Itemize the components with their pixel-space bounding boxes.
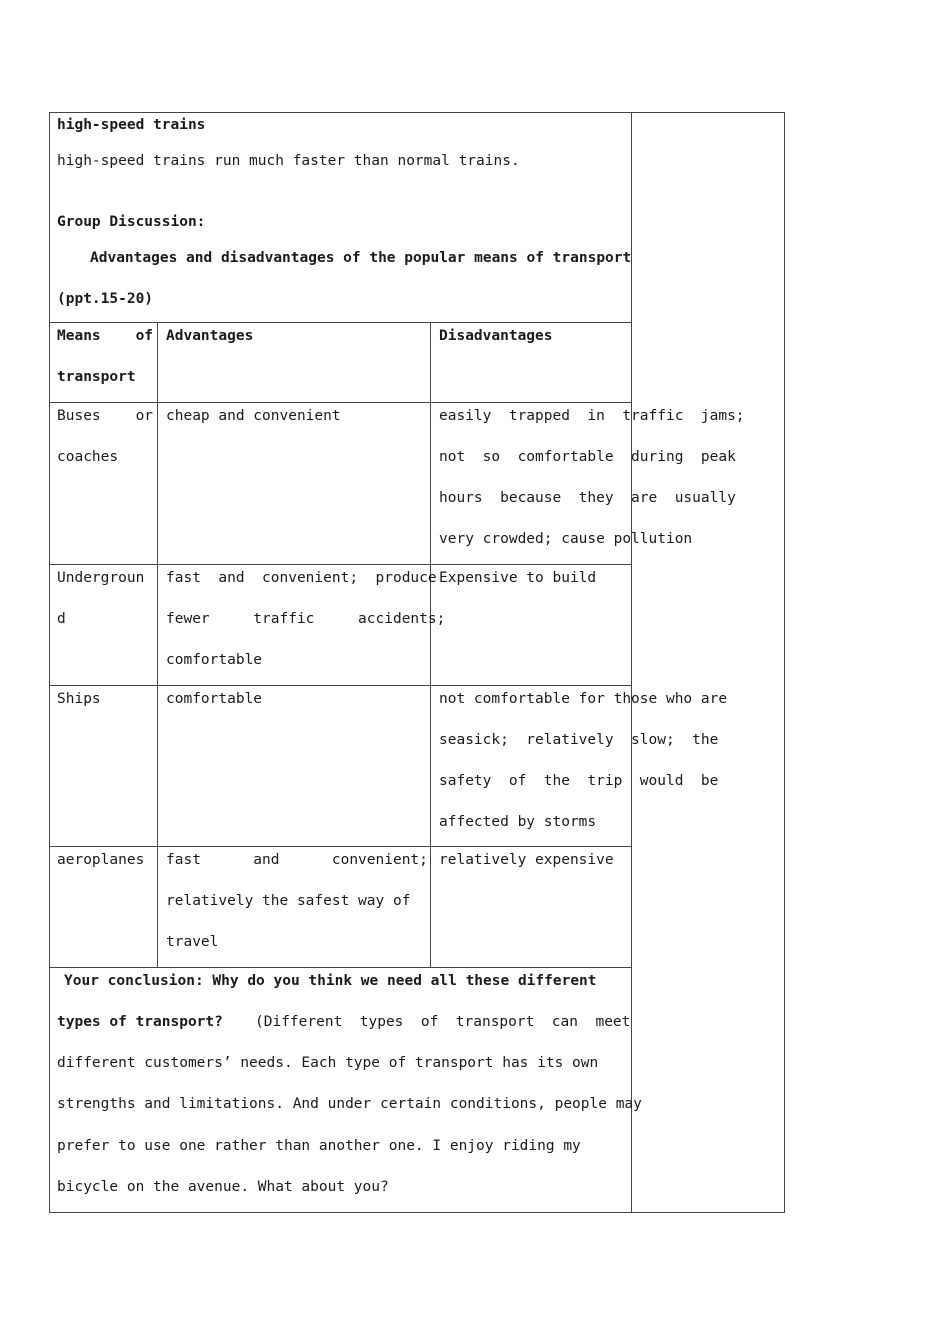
conclusion-question-line2: types of transport? (57, 1014, 223, 1030)
intro-sentence: high-speed trains run much faster than normal trains. (57, 153, 520, 169)
conclusion-text-line3: strengths and limitations. And under certain conditions, people may (57, 1096, 642, 1112)
conclusion-text-line1: (Different types of transport can meet (255, 1014, 631, 1030)
header-means-line2: transport (57, 369, 136, 385)
header-advantages: Advantages (166, 328, 254, 344)
row-underground-adv-line2: fewer traffic accidents; (166, 611, 446, 627)
row-underground-adv-line1: fast and convenient; produce (166, 570, 437, 586)
row-ships-name: Ships (57, 691, 101, 707)
conclusion-text-line4: prefer to use one rather than another one. I enjoy riding my (57, 1138, 581, 1154)
col2-divider (430, 322, 431, 967)
row-ships-advantages: comfortable (166, 691, 263, 707)
discussion-title: Group Discussion: (57, 214, 206, 230)
intro-heading: high-speed trains (57, 117, 206, 133)
conclusion-text-line2: different customers’ needs. Each type of transport has its own (57, 1055, 599, 1071)
row-buses-advantages: cheap and convenient (166, 408, 341, 424)
discussion-desc-text: Advantages and disadvantages of the popular means of transport (90, 250, 632, 266)
row-aeroplanes-name: aeroplanes (57, 852, 145, 868)
discussion-desc-line1 (90, 238, 632, 279)
row-buses-dis-line2: not so comfortable during peak (439, 449, 736, 465)
row-buses-name-line2: coaches (57, 449, 119, 465)
row-aeroplanes-disadvantages: relatively expensive (439, 852, 614, 868)
row-underground-name-line1: Undergroun (57, 570, 145, 586)
conclusion-question-line1: Your conclusion: Why do you think we need all these different (64, 973, 597, 989)
row-buses-name-line1: Buses or (57, 408, 154, 424)
row-buses-dis-line3: hours because they are usually (439, 490, 736, 506)
row-underground-name-line2: d (57, 611, 66, 627)
row-ships-dis-line4: affected by storms (439, 814, 597, 830)
row-aeroplanes-adv-line2: relatively the safest way of (166, 893, 411, 909)
row-buses-dis-line1: easily trapped in traffic jams; (439, 408, 745, 424)
row-underground-adv-line3: comfortable (166, 652, 263, 668)
discussion-desc-line2: (ppt.15-20) (57, 291, 154, 307)
conclusion-text-line5: bicycle on the avenue. What about you? (57, 1179, 389, 1195)
row-ships-dis-line1: not comfortable for those who are (439, 691, 728, 707)
row-aeroplanes-adv-line3: travel (166, 934, 219, 950)
header-disadvantages: Disadvantages (439, 328, 553, 344)
row-ships-dis-line2: seasick; relatively slow; the (439, 732, 719, 748)
row-ships-dis-line3: safety of the trip would be (439, 773, 719, 789)
row-aeroplanes-adv-line1: fast and convenient; (166, 852, 428, 868)
row-buses-dis-line4: very crowded; cause pollution (439, 531, 693, 547)
header-means-line1: Means of (57, 328, 154, 344)
row-underground-disadvantages: Expensive to build (439, 570, 597, 586)
col1-divider (157, 322, 158, 967)
